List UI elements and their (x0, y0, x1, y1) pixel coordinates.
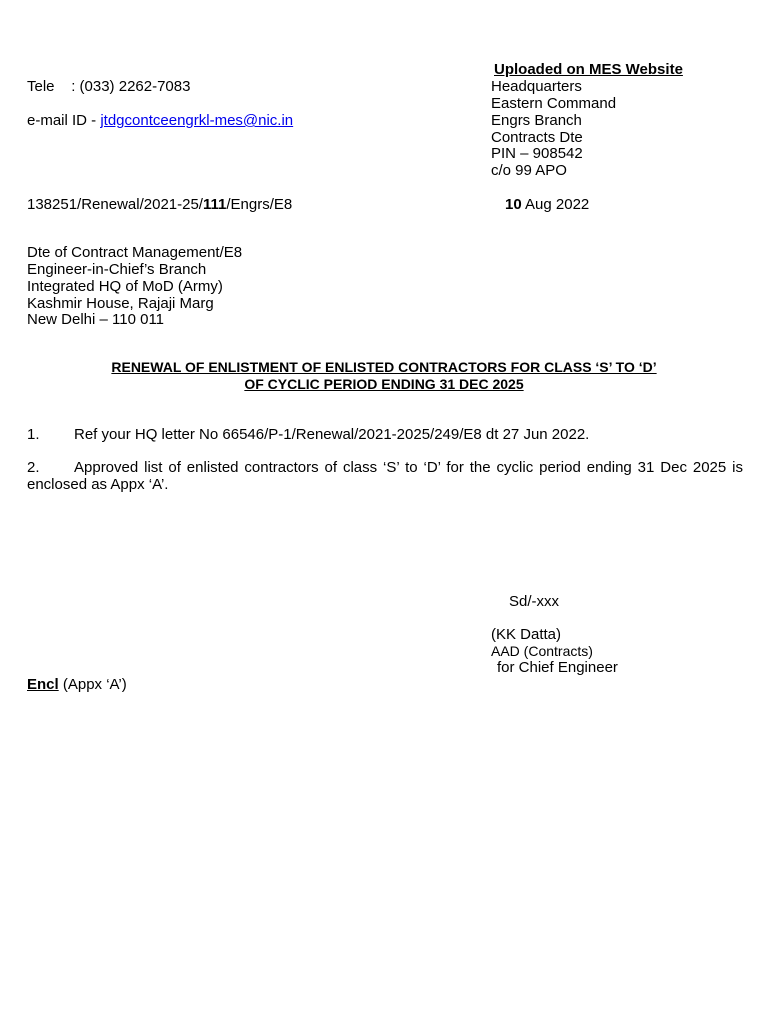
address-line: c/o 99 APO (491, 162, 567, 179)
email-line (27, 112, 293, 129)
recipient-line: Integrated HQ of MoD (Army) (27, 278, 223, 295)
email-link[interactable]: jtdgcontceengrkl-mes@nic.in (100, 112, 294, 129)
letter-date (505, 196, 589, 213)
tele-label: Tele (27, 78, 55, 95)
reference-prefix: 138251/Renewal/2021-25/ (27, 196, 203, 213)
reference-bold: 111 (202, 196, 227, 213)
enclosure (27, 676, 127, 693)
address-line: Engrs Branch (491, 112, 582, 129)
signature-sd: Sd/-xxx (509, 593, 560, 610)
recipient-line: Kashmir House, Rajaji Marg (27, 295, 214, 312)
signatory-name: (KK Datta) (491, 626, 562, 643)
tele-value: : (033) 2262-7083 (71, 78, 191, 95)
paragraph-text: Ref your HQ letter No 66546/P-1/Renewal/2021-2025/249/E8 dt 27 Jun 2022. (74, 426, 590, 443)
recipient-line: New Delhi – 110 011 (27, 311, 165, 328)
address-line: PIN – 908542 (491, 145, 583, 162)
subject-line-1: RENEWAL OF ENLISTMENT OF ENLISTED CONTRACTORS FOR CLASS ‘S’ TO ‘D’ (111, 359, 657, 375)
reference-suffix: /Engrs/E8 (226, 196, 293, 213)
email-label: e-mail ID - (27, 112, 97, 129)
subject-line-2: OF CYCLIC PERIOD ENDING 31 DEC 2025 (244, 376, 524, 392)
upload-note: Uploaded on MES Website (494, 61, 683, 78)
recipient-line: Engineer-in-Chief’s Branch (27, 261, 207, 278)
signatory-for-line: for Chief Engineer (497, 659, 618, 676)
paragraph-number: 1. (27, 426, 40, 443)
paragraph-2 (27, 459, 743, 493)
date-rest: Aug 2022 (525, 196, 590, 213)
tele-line (27, 78, 190, 95)
address-line: Contracts Dte (491, 129, 583, 146)
recipient-line: Dte of Contract Management/E8 (27, 244, 243, 261)
reference-number (27, 196, 292, 213)
paragraph-number: 2. (27, 459, 40, 476)
enclosure-label: Encl (27, 676, 59, 693)
enclosure-text: (Appx ‘A’) (62, 676, 127, 693)
paragraph-text: Approved list of enlisted contractors of class ‘S’ to ‘D’ for the cyclic period ending 31 Dec 2025 is enclosed as Appx ‘A’. (27, 459, 743, 493)
paragraph-1 (27, 426, 743, 443)
date-day: 10 (505, 196, 522, 213)
signatory-designation: AAD (Contracts) (491, 643, 593, 659)
address-line: Eastern Command (491, 95, 617, 112)
address-line: Headquarters (491, 78, 582, 95)
